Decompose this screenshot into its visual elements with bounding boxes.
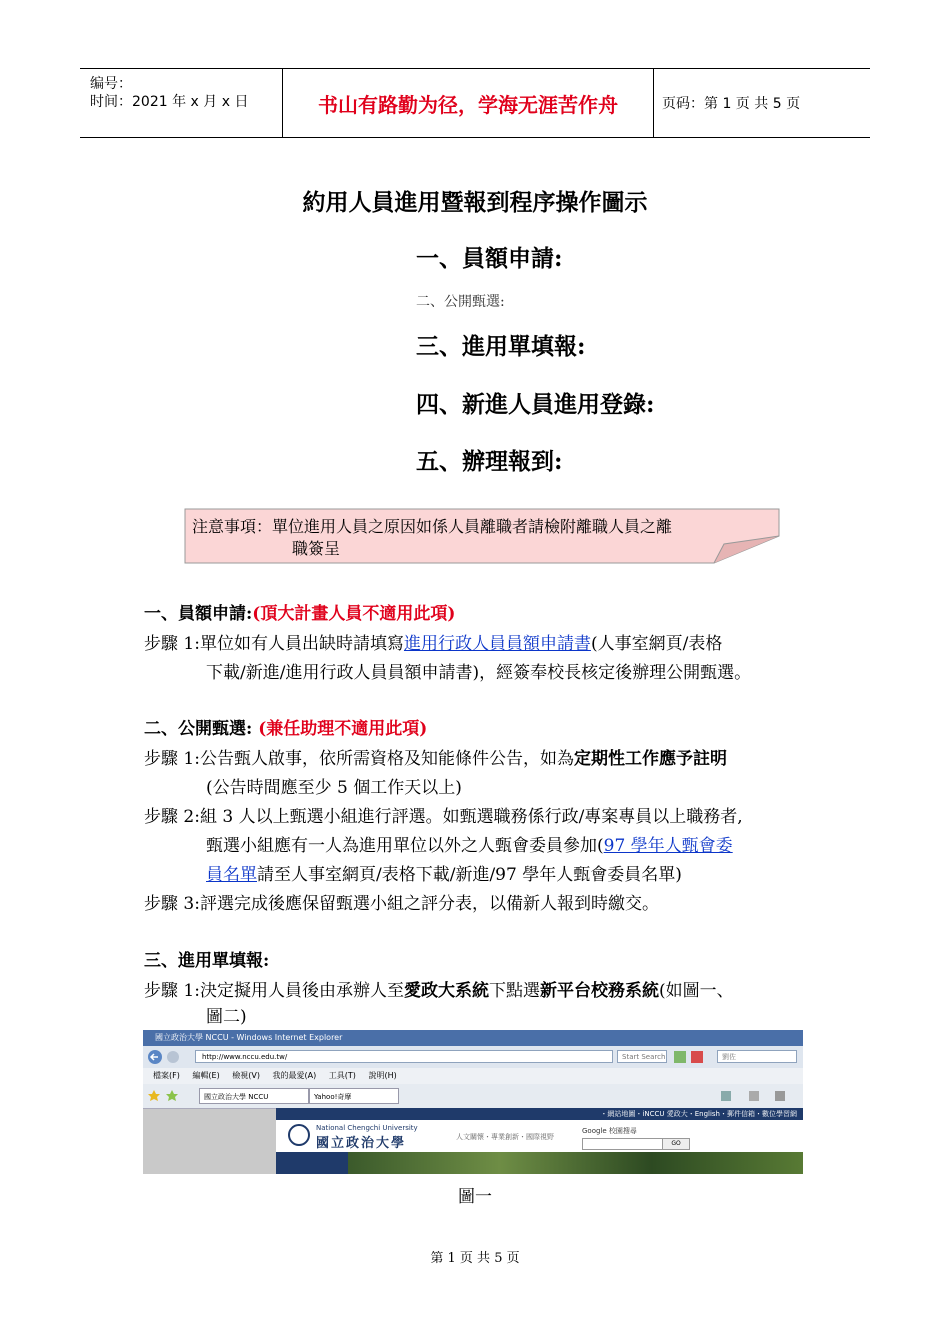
campus-search-go-button[interactable]: GO (662, 1138, 690, 1150)
toolbar-right-icons[interactable] (719, 1089, 799, 1103)
note-line-2: 職簽呈 (292, 539, 341, 556)
section-2-heading (144, 716, 427, 742)
section-2-step-3: 步驟 3:評選完成後應保留甄選小組之評分表，以備新人報到時繳交。 (144, 894, 659, 914)
s2-step2-text-c: 請至人事室網頁/表格下載/新進/97 學年人甄會委員名單) (257, 865, 682, 885)
browser-tab-bar (143, 1084, 803, 1109)
s2-step1-text: 步驟 1:公告甄人啟事，依所需資格及知能條件公告，如為 (144, 749, 574, 769)
site-slogan: 人文關懷・專業創新・國際視野 (456, 1133, 554, 1141)
section-2-step-2: 步驟 2:組 3 人以上甄選小組進行評選。如甄選職務係行政/專案專員以上職務者, (144, 807, 743, 827)
note-line-1: 注意事項：單位進用人員之原因如係人員離職者請檢附離職人員之離 (192, 517, 673, 536)
section-3-step-1 (144, 978, 734, 1004)
section-3-step-1-cont: 圖二) (206, 1007, 247, 1027)
site-nav-panel (276, 1152, 348, 1174)
section-1-step-1-cont: 下載/新進/進用行政人員員額申請書)，經簽奉校長核定後辦理公開甄選。 (206, 663, 752, 683)
note-text (192, 516, 772, 556)
s1-step1-text: 步驟 1:單位如有人員出缺時請填寫 (144, 634, 404, 654)
s3-step1-text: 步驟 1:決定擬用人員後由承辦人至 (144, 981, 404, 1001)
section-2-note: (兼任助理不適用此項) (258, 719, 428, 739)
browser-menu-bar (143, 1068, 803, 1084)
header-motto: 书山有路勤为径，学海无涯苦作舟 (283, 69, 654, 137)
page-footer: 第 1 页 共 5 页 (430, 1251, 520, 1266)
url-input[interactable]: http://www.nccu.edu.tw/ (195, 1050, 613, 1063)
section-1-note: (頂大計畫人員不適用此項) (252, 604, 456, 624)
header-meta (80, 69, 283, 137)
section-1-step-1 (144, 631, 722, 657)
site-name-en: National Chengchi University (316, 1124, 418, 1132)
s3-step1-text-b: 下點選 (488, 981, 540, 1001)
time-label: 时间：2021 年 x 月 x 日 (90, 94, 249, 110)
note-callout (184, 508, 780, 564)
committee-list-link-cont[interactable]: 員名單 (206, 865, 257, 885)
document-header (80, 68, 870, 138)
section-2-step-2-cont2 (206, 862, 682, 888)
tab-nccu[interactable]: 國立政治大學 NCCU (199, 1088, 309, 1104)
toc-item-4: 四、新進人員進用登錄: (416, 391, 655, 418)
section-2-title: 二、公開甄選: (144, 719, 253, 739)
site-banner-photo (348, 1152, 803, 1174)
s3-step1-text-c: (如圖一、 (658, 981, 734, 1001)
toc-item-3: 三、進用單填報: (416, 333, 586, 360)
menu-tools[interactable]: 工具(T) (328, 1071, 356, 1080)
quota-application-link[interactable]: 進用行政人員員額申請書 (403, 634, 591, 654)
s2-step2-text: 甄選小組應有一人為進用單位以外之人甄會委員參加( (206, 836, 604, 856)
site-top-bar: ・網站地圖・iNCCU 愛政大・English・郵件信箱・數位學習網 (276, 1108, 803, 1120)
nccu-website (276, 1108, 803, 1174)
section-2-step-2-cont (206, 833, 733, 859)
campus-search-label: Google 校園搜尋 (582, 1127, 637, 1135)
menu-file[interactable]: 檔案(F) (153, 1071, 180, 1080)
menu-view[interactable]: 檢視(V) (232, 1071, 260, 1080)
site-name-zh: 國立政治大學 (316, 1136, 407, 1151)
browser-title-bar: 國立政治大學 NCCU - Windows Internet Explorer (143, 1030, 803, 1046)
s3-step1-bold2: 新平台校務系統 (539, 981, 659, 1001)
menu-edit[interactable]: 編輯(E) (192, 1071, 220, 1080)
nccu-logo-icon (288, 1124, 310, 1146)
tab-yahoo[interactable]: Yahoo!奇摩 (309, 1088, 399, 1104)
browser-screenshot (143, 1030, 803, 1174)
toc-item-2: 二、公開甄選: (416, 294, 505, 310)
refresh-stop-icons[interactable] (673, 1050, 713, 1064)
back-forward-icon[interactable] (147, 1049, 187, 1065)
number-label: 编号： (90, 76, 132, 92)
section-3-heading: 三、進用單填報: (144, 951, 270, 971)
figure-caption: 圖一 (458, 1187, 492, 1207)
section-1-title: 一、員額申請: (144, 604, 253, 624)
browser-search-box[interactable]: 劉佐 (717, 1050, 797, 1063)
document-title: 約用人員進用暨報到程序操作圖示 (302, 189, 648, 216)
toc-item-5: 五、辦理報到: (416, 448, 563, 475)
live-search-input[interactable]: Start Search (617, 1050, 667, 1063)
toc-item-1: 一、員額申請: (416, 245, 563, 272)
s2-step1-bold: 定期性工作應予註明 (573, 749, 727, 769)
s1-step1-text-b: (人事室網頁/表格 (590, 634, 723, 654)
menu-favorites[interactable]: 我的最愛(A) (272, 1071, 317, 1080)
browser-address-bar (143, 1046, 803, 1068)
section-2-step-1 (144, 746, 727, 772)
menu-help[interactable]: 說明(H) (368, 1071, 397, 1080)
committee-list-link[interactable]: 97 學年人甄會委 (603, 836, 733, 856)
header-page-info: 页码：第 1 页 共 5 页 (662, 96, 801, 112)
section-2-step-1-cont: (公告時間應至少 5 個工作天以上) (206, 778, 462, 798)
s3-step1-bold1: 愛政大系統 (403, 981, 489, 1001)
favorites-star-icon[interactable] (147, 1089, 197, 1103)
section-1-heading (144, 601, 455, 627)
